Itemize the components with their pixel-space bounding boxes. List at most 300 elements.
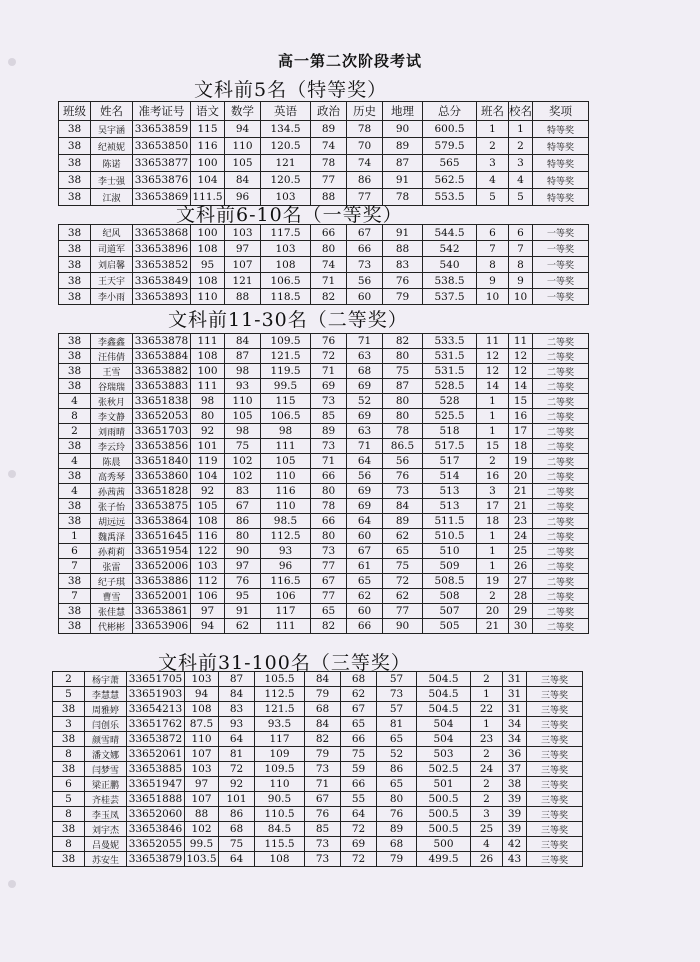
table-row	[53, 852, 583, 867]
cell-class-rank: 10	[477, 289, 509, 305]
cell-history: 75	[341, 747, 377, 762]
cell-total: 500	[417, 837, 471, 852]
cell-award: 二等奖	[533, 619, 589, 634]
cell-geography: 86	[377, 762, 417, 777]
cell-history: 72	[341, 822, 377, 837]
cell-class: 4	[59, 454, 91, 469]
cell-history: 69	[347, 484, 383, 499]
cell-total: 504	[417, 732, 471, 747]
cell-school-rank: 6	[509, 225, 533, 241]
cell-english: 112.5	[261, 529, 311, 544]
cell-chinese: 92	[191, 424, 225, 439]
table-row	[59, 364, 589, 379]
cell-english: 106.5	[261, 409, 311, 424]
cell-class-rank: 2	[471, 672, 503, 687]
cell-geography: 80	[383, 394, 423, 409]
cell-math: 105	[225, 409, 261, 424]
cell-geography: 76	[377, 807, 417, 822]
cell-politics: 66	[311, 469, 347, 484]
cell-school-rank: 3	[509, 155, 533, 172]
cell-class: 38	[53, 732, 85, 747]
table-row	[53, 777, 583, 792]
cell-geography: 91	[383, 225, 423, 241]
cell-school-rank: 37	[503, 762, 527, 777]
cell-chinese: 108	[191, 349, 225, 364]
table-row	[53, 747, 583, 762]
cell-name: 司道军	[91, 241, 133, 257]
cell-english: 98	[261, 424, 311, 439]
cell-history: 60	[347, 604, 383, 619]
cell-math: 90	[225, 544, 261, 559]
cell-math: 81	[219, 747, 255, 762]
cell-chinese: 87.5	[185, 717, 219, 732]
cell-geography: 65	[377, 777, 417, 792]
cell-class-rank: 12	[477, 364, 509, 379]
table-row	[59, 225, 589, 241]
cell-exam-id: 33653878	[133, 334, 191, 349]
cell-class: 38	[53, 852, 85, 867]
cell-english: 98.5	[261, 514, 311, 529]
cell-exam-id: 33651838	[133, 394, 191, 409]
cell-school-rank: 9	[509, 273, 533, 289]
cell-award: 二等奖	[533, 454, 589, 469]
cell-english: 116.5	[261, 574, 311, 589]
cell-class: 38	[59, 155, 91, 172]
cell-total: 510.5	[423, 529, 477, 544]
cell-history: 61	[347, 559, 383, 574]
cell-chinese: 92	[191, 484, 225, 499]
cell-class: 38	[59, 289, 91, 305]
cell-class: 38	[59, 189, 91, 206]
cell-politics: 85	[305, 822, 341, 837]
cell-exam-id: 33653852	[133, 257, 191, 273]
cell-name: 纪祯妮	[91, 138, 133, 155]
cell-geography: 84	[383, 499, 423, 514]
col-header-total: 总分	[423, 102, 477, 121]
cell-math: 67	[225, 499, 261, 514]
cell-english: 110	[261, 469, 311, 484]
cell-award: 特等奖	[533, 172, 589, 189]
cell-name: 吕曼妮	[85, 837, 127, 852]
cell-politics: 69	[311, 379, 347, 394]
cell-award: 三等奖	[527, 687, 583, 702]
cell-class: 6	[59, 544, 91, 559]
cell-politics: 66	[311, 514, 347, 529]
table-row	[59, 334, 589, 349]
cell-class-rank: 21	[477, 619, 509, 634]
cell-english: 99.5	[261, 379, 311, 394]
cell-school-rank: 4	[509, 172, 533, 189]
cell-politics: 80	[311, 484, 347, 499]
cell-name: 吴宇涵	[91, 121, 133, 138]
cell-total: 528.5	[423, 379, 477, 394]
cell-english: 118.5	[261, 289, 311, 305]
cell-award: 二等奖	[533, 379, 589, 394]
cell-politics: 73	[311, 439, 347, 454]
cell-class: 38	[59, 574, 91, 589]
cell-chinese: 97	[191, 604, 225, 619]
cell-chinese: 112	[191, 574, 225, 589]
cell-geography: 62	[383, 529, 423, 544]
cell-school-rank: 1	[509, 121, 533, 138]
cell-history: 66	[341, 732, 377, 747]
cell-award: 三等奖	[527, 762, 583, 777]
cell-award: 二等奖	[533, 334, 589, 349]
table-row	[59, 484, 589, 499]
cell-school-rank: 38	[503, 777, 527, 792]
cell-class: 38	[59, 499, 91, 514]
cell-chinese: 94	[191, 619, 225, 634]
cell-class: 8	[53, 807, 85, 822]
cell-math: 80	[225, 529, 261, 544]
cell-award: 三等奖	[527, 837, 583, 852]
cell-class-rank: 17	[477, 499, 509, 514]
cell-geography: 80	[383, 409, 423, 424]
col-header-class: 班级	[59, 102, 91, 121]
table-row	[59, 499, 589, 514]
cell-award: 三等奖	[527, 747, 583, 762]
cell-english: 105	[261, 454, 311, 469]
cell-exam-id: 33652061	[127, 747, 185, 762]
cell-chinese: 101	[191, 439, 225, 454]
cell-history: 71	[347, 439, 383, 454]
cell-history: 63	[347, 424, 383, 439]
table-row	[53, 822, 583, 837]
cell-class-rank: 14	[477, 379, 509, 394]
table-11-30	[58, 333, 589, 634]
cell-chinese: 111.5	[191, 189, 225, 206]
cell-chinese: 107	[185, 747, 219, 762]
cell-exam-id: 33654213	[127, 702, 185, 717]
cell-chinese: 111	[191, 379, 225, 394]
cell-exam-id: 33653883	[133, 379, 191, 394]
cell-english: 103	[261, 241, 311, 257]
cell-school-rank: 31	[503, 702, 527, 717]
cell-math: 103	[225, 225, 261, 241]
cell-history: 60	[347, 529, 383, 544]
cell-name: 李玉凤	[85, 807, 127, 822]
cell-class-rank: 12	[477, 349, 509, 364]
cell-chinese: 110	[185, 732, 219, 747]
cell-school-rank: 30	[509, 619, 533, 634]
table-top5	[58, 101, 589, 206]
table-31-100	[52, 671, 583, 867]
cell-history: 69	[347, 499, 383, 514]
cell-history: 73	[347, 257, 383, 273]
table-row	[59, 529, 589, 544]
cell-math: 84	[225, 172, 261, 189]
cell-exam-id: 33651947	[127, 777, 185, 792]
cell-english: 121.5	[255, 702, 305, 717]
cell-geography: 72	[383, 574, 423, 589]
cell-award: 二等奖	[533, 529, 589, 544]
cell-name: 纪风	[91, 225, 133, 241]
cell-award: 一等奖	[533, 241, 589, 257]
cell-geography: 91	[383, 172, 423, 189]
cell-award: 三等奖	[527, 792, 583, 807]
table-row	[59, 289, 589, 305]
cell-politics: 82	[311, 289, 347, 305]
cell-exam-id: 33653869	[133, 189, 191, 206]
cell-politics: 88	[311, 189, 347, 206]
cell-class: 8	[59, 409, 91, 424]
cell-total: 509	[423, 559, 477, 574]
cell-politics: 82	[311, 619, 347, 634]
cell-english: 109.5	[255, 762, 305, 777]
cell-class-rank: 1	[477, 544, 509, 559]
cell-exam-id: 33653872	[127, 732, 185, 747]
cell-award: 三等奖	[527, 672, 583, 687]
cell-school-rank: 11	[509, 334, 533, 349]
cell-geography: 79	[383, 289, 423, 305]
col-header-exam-id: 准考证号	[133, 102, 191, 121]
cell-name: 李士强	[91, 172, 133, 189]
cell-math: 64	[219, 732, 255, 747]
table-row	[59, 394, 589, 409]
cell-chinese: 98	[191, 394, 225, 409]
cell-name: 李鑫鑫	[91, 334, 133, 349]
cell-name: 魏禹泽	[91, 529, 133, 544]
cell-math: 87	[219, 672, 255, 687]
cell-name: 王雪	[91, 364, 133, 379]
cell-school-rank: 26	[509, 559, 533, 574]
cell-award: 一等奖	[533, 289, 589, 305]
cell-school-rank: 12	[509, 364, 533, 379]
cell-math: 96	[225, 189, 261, 206]
cell-award: 二等奖	[533, 439, 589, 454]
col-header-politics: 政治	[311, 102, 347, 121]
cell-total: 500.5	[417, 822, 471, 837]
col-header-geography: 地理	[383, 102, 423, 121]
table-row	[59, 349, 589, 364]
cell-class-rank: 4	[477, 172, 509, 189]
cell-class-rank: 4	[471, 837, 503, 852]
cell-exam-id: 33653850	[133, 138, 191, 155]
cell-english: 121	[261, 155, 311, 172]
cell-math: 110	[225, 394, 261, 409]
cell-history: 67	[341, 702, 377, 717]
cell-history: 60	[347, 289, 383, 305]
cell-chinese: 116	[191, 529, 225, 544]
cell-math: 101	[219, 792, 255, 807]
cell-award: 二等奖	[533, 394, 589, 409]
cell-school-rank: 42	[503, 837, 527, 852]
cell-geography: 88	[383, 241, 423, 257]
cell-total: 508	[423, 589, 477, 604]
cell-politics: 73	[311, 544, 347, 559]
cell-politics: 72	[311, 349, 347, 364]
cell-exam-id: 33653877	[133, 155, 191, 172]
cell-math: 91	[225, 604, 261, 619]
cell-english: 96	[261, 559, 311, 574]
cell-class: 38	[53, 702, 85, 717]
cell-chinese: 105	[191, 499, 225, 514]
cell-total: 502.5	[417, 762, 471, 777]
cell-class: 38	[59, 469, 91, 484]
cell-name: 孙莉莉	[91, 544, 133, 559]
cell-class: 7	[59, 589, 91, 604]
cell-chinese: 103	[185, 672, 219, 687]
cell-class-rank: 23	[471, 732, 503, 747]
cell-geography: 62	[383, 589, 423, 604]
cell-class-rank: 2	[471, 747, 503, 762]
cell-name: 李文静	[91, 409, 133, 424]
cell-total: 600.5	[423, 121, 477, 138]
cell-exam-id: 33653884	[133, 349, 191, 364]
cell-history: 59	[341, 762, 377, 777]
cell-math: 86	[225, 514, 261, 529]
cell-exam-id: 33653886	[133, 574, 191, 589]
cell-chinese: 95	[191, 257, 225, 273]
cell-math: 98	[225, 424, 261, 439]
cell-class-rank: 11	[477, 334, 509, 349]
cell-class-rank: 15	[477, 439, 509, 454]
cell-class-rank: 24	[471, 762, 503, 777]
cell-class-rank: 5	[477, 189, 509, 206]
cell-math: 97	[225, 559, 261, 574]
table-header-row	[59, 102, 589, 121]
cell-history: 66	[347, 619, 383, 634]
cell-geography: 76	[383, 469, 423, 484]
cell-class: 8	[53, 837, 85, 852]
cell-english: 106.5	[261, 273, 311, 289]
cell-politics: 80	[311, 529, 347, 544]
col-header-english: 英语	[261, 102, 311, 121]
cell-total: 542	[423, 241, 477, 257]
section-title-11-30: 文科前11-30名（二等奖）	[168, 309, 408, 331]
cell-name: 高秀琴	[91, 469, 133, 484]
cell-english: 109	[255, 747, 305, 762]
cell-class-rank: 1	[477, 394, 509, 409]
cell-total: 537.5	[423, 289, 477, 305]
cell-name: 潘文娜	[85, 747, 127, 762]
cell-history: 78	[347, 121, 383, 138]
cell-chinese: 94	[185, 687, 219, 702]
cell-english: 109.5	[261, 334, 311, 349]
cell-chinese: 115	[191, 121, 225, 138]
cell-school-rank: 31	[503, 687, 527, 702]
cell-chinese: 108	[191, 241, 225, 257]
cell-geography: 76	[383, 273, 423, 289]
section-title-top5: 文科前5名（特等奖）	[194, 79, 388, 101]
cell-politics: 66	[311, 225, 347, 241]
cell-geography: 65	[383, 544, 423, 559]
cell-name: 张子怡	[91, 499, 133, 514]
cell-total: 525.5	[423, 409, 477, 424]
cell-school-rank: 25	[509, 544, 533, 559]
cell-name: 周雅婷	[85, 702, 127, 717]
cell-politics: 78	[311, 155, 347, 172]
cell-english: 93.5	[255, 717, 305, 732]
cell-class-rank: 3	[477, 484, 509, 499]
cell-english: 110.5	[255, 807, 305, 822]
cell-total: 514	[423, 469, 477, 484]
table-row	[59, 155, 589, 172]
cell-school-rank: 21	[509, 484, 533, 499]
cell-total: 511.5	[423, 514, 477, 529]
cell-english: 90.5	[255, 792, 305, 807]
binder-hole	[8, 880, 16, 888]
cell-award: 三等奖	[527, 807, 583, 822]
cell-politics: 89	[311, 424, 347, 439]
cell-math: 121	[225, 273, 261, 289]
cell-award: 三等奖	[527, 717, 583, 732]
cell-history: 63	[347, 349, 383, 364]
cell-geography: 75	[383, 559, 423, 574]
cell-exam-id: 33653882	[133, 364, 191, 379]
cell-math: 98	[225, 364, 261, 379]
cell-english: 93	[261, 544, 311, 559]
cell-class: 38	[59, 379, 91, 394]
table-row	[59, 454, 589, 469]
cell-geography: 87	[383, 379, 423, 394]
cell-exam-id: 33651954	[133, 544, 191, 559]
cell-class: 38	[59, 439, 91, 454]
cell-school-rank: 16	[509, 409, 533, 424]
cell-english: 110	[261, 499, 311, 514]
cell-exam-id: 33651840	[133, 454, 191, 469]
table-row	[53, 762, 583, 777]
cell-total: 538.5	[423, 273, 477, 289]
cell-award: 三等奖	[527, 777, 583, 792]
cell-english: 103	[261, 189, 311, 206]
cell-award: 二等奖	[533, 469, 589, 484]
cell-name: 纪子琪	[91, 574, 133, 589]
cell-politics: 85	[311, 409, 347, 424]
cell-history: 69	[347, 409, 383, 424]
cell-math: 93	[219, 717, 255, 732]
cell-history: 64	[347, 454, 383, 469]
cell-class: 38	[59, 364, 91, 379]
col-header-award: 奖项	[533, 102, 589, 121]
cell-award: 特等奖	[533, 155, 589, 172]
table-row	[53, 717, 583, 732]
cell-exam-id: 33653861	[133, 604, 191, 619]
cell-geography: 89	[377, 822, 417, 837]
cell-award: 特等奖	[533, 138, 589, 155]
cell-exam-id: 33651645	[133, 529, 191, 544]
cell-politics: 77	[311, 559, 347, 574]
cell-english: 117	[255, 732, 305, 747]
cell-class-rank: 7	[477, 241, 509, 257]
cell-school-rank: 8	[509, 257, 533, 273]
cell-politics: 76	[305, 807, 341, 822]
cell-politics: 77	[311, 172, 347, 189]
table-row	[59, 559, 589, 574]
cell-award: 一等奖	[533, 257, 589, 273]
cell-name: 陈诺	[91, 155, 133, 172]
cell-geography: 80	[377, 792, 417, 807]
cell-politics: 67	[311, 574, 347, 589]
table-row	[59, 589, 589, 604]
cell-total: 500.5	[417, 807, 471, 822]
cell-geography: 86.5	[383, 439, 423, 454]
cell-total: 553.5	[423, 189, 477, 206]
cell-politics: 73	[305, 762, 341, 777]
cell-name: 刘雨晴	[91, 424, 133, 439]
cell-geography: 65	[377, 732, 417, 747]
table-row	[59, 439, 589, 454]
cell-award: 二等奖	[533, 364, 589, 379]
cell-award: 二等奖	[533, 604, 589, 619]
cell-english: 115.5	[255, 837, 305, 852]
cell-school-rank: 28	[509, 589, 533, 604]
cell-chinese: 107	[185, 792, 219, 807]
table-6-10	[58, 224, 589, 305]
cell-math: 107	[225, 257, 261, 273]
cell-geography: 82	[383, 334, 423, 349]
cell-history: 52	[347, 394, 383, 409]
